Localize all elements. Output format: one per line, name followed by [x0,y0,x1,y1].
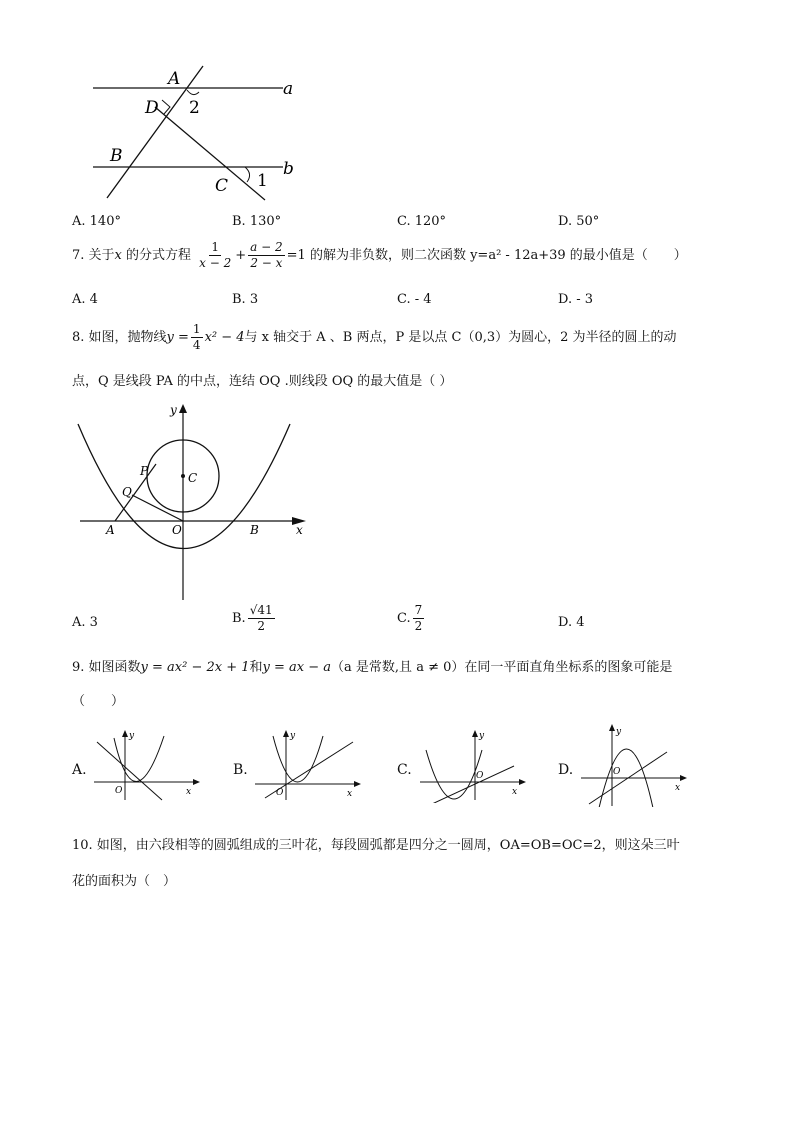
label-D: D [145,98,159,118]
q9-option-d-label: D. [558,762,574,778]
q9-option-a-label: A. [72,762,87,778]
svg-text:C: C [188,471,198,485]
q7-text: 7. 关于x 的分式方程 $\frac{1}{x - 2}$ + $\frac{a - 2}{2 - x}$ =1 的解为非负数，则二次函数 y=a² - 12a+39 的最小值是（ ） [72,240,687,270]
q8-text-line2: 点，Q 是线段 PA 的中点，连结 OQ .则线段 OQ 的最大值是（ ） [72,374,453,389]
q8-option-d: D. 4 [558,615,585,630]
svg-text:x: x [296,523,303,537]
q8-option-a: A. 3 [72,615,98,630]
q9-graph-a [92,728,202,803]
svg-text:y: y [129,731,135,741]
svg-text:O: O [613,767,621,777]
parallel-lines-figure [85,62,310,207]
q8-option-b: B. $\frac{√41}{2}$ [232,603,273,633]
q8-option-c: C. $\frac{7}{2}$ [397,603,423,633]
svg-text:x: x [512,787,518,797]
svg-text:x: x [186,787,192,797]
svg-text:y: y [290,731,296,741]
svg-text:A: A [106,523,115,537]
q10-text-line2: 花的面积为（ ） [72,874,177,889]
svg-text:O: O [172,523,182,537]
q6-option-d: D. 50° [558,214,600,229]
q7-option-c: C. - 4 [397,292,432,307]
label-b: b [283,159,294,179]
svg-text:O: O [476,771,484,781]
label-2: 2 [189,98,200,118]
q9-graph-c [418,728,528,803]
label-C: C [215,176,229,196]
svg-text:P: P [140,464,149,478]
q6-option-b: B. 130° [232,214,282,229]
svg-text:Q: Q [122,485,132,499]
q7-option-d: D. - 3 [558,292,594,307]
label-A: A [168,69,181,89]
svg-text:y: y [479,731,485,741]
svg-text:B: B [250,523,259,537]
svg-text:O: O [115,786,123,796]
svg-text:y: y [616,727,622,737]
q9-text-line1: 9. 如图函数y = ax² − 2x + 1和y = ax − a（a 是常数,且 a ≠ 0）在同一平面直角坐标系的图象可能是 [72,660,673,675]
q7-option-b: B. 3 [232,292,259,307]
q9-option-b-label: B. [233,762,248,778]
svg-text:x: x [347,789,353,799]
q9-graph-d [579,722,689,807]
label-a: a [283,79,294,99]
q6-option-a: A. 140° [72,214,121,229]
q9-text-line2: （ ） [72,694,125,709]
svg-text:y: y [170,403,177,417]
q7-frac1: $\frac{1}{x - 2}$ [199,240,232,270]
q9-option-c-label: C. [397,762,412,778]
q10-text-line1: 10. 如图，由六段相等的圆弧组成的三叶花，每段圆弧都是四分之一圆周，OA=OB=OC=2，则这朵三叶 [72,838,680,853]
svg-text:O: O [276,788,284,798]
label-1: 1 [257,171,268,191]
q6-option-c: C. 120° [397,214,447,229]
q7-frac2: $\frac{a - 2}{2 - x}$ [250,240,283,270]
parabola-circle-figure [70,400,310,605]
label-B: B [110,146,123,166]
svg-text:x: x [675,783,681,793]
q8-text-line1: 8. 如图，抛物线y = $\frac{1}{4}$ x² − 4与 x 轴交于 A 、B 两点，P 是以点 C（0,3）为圆心，2 为半径的圆上的动 [72,322,677,352]
q7-option-a: A. 4 [72,292,98,307]
q9-graph-b [253,728,363,803]
